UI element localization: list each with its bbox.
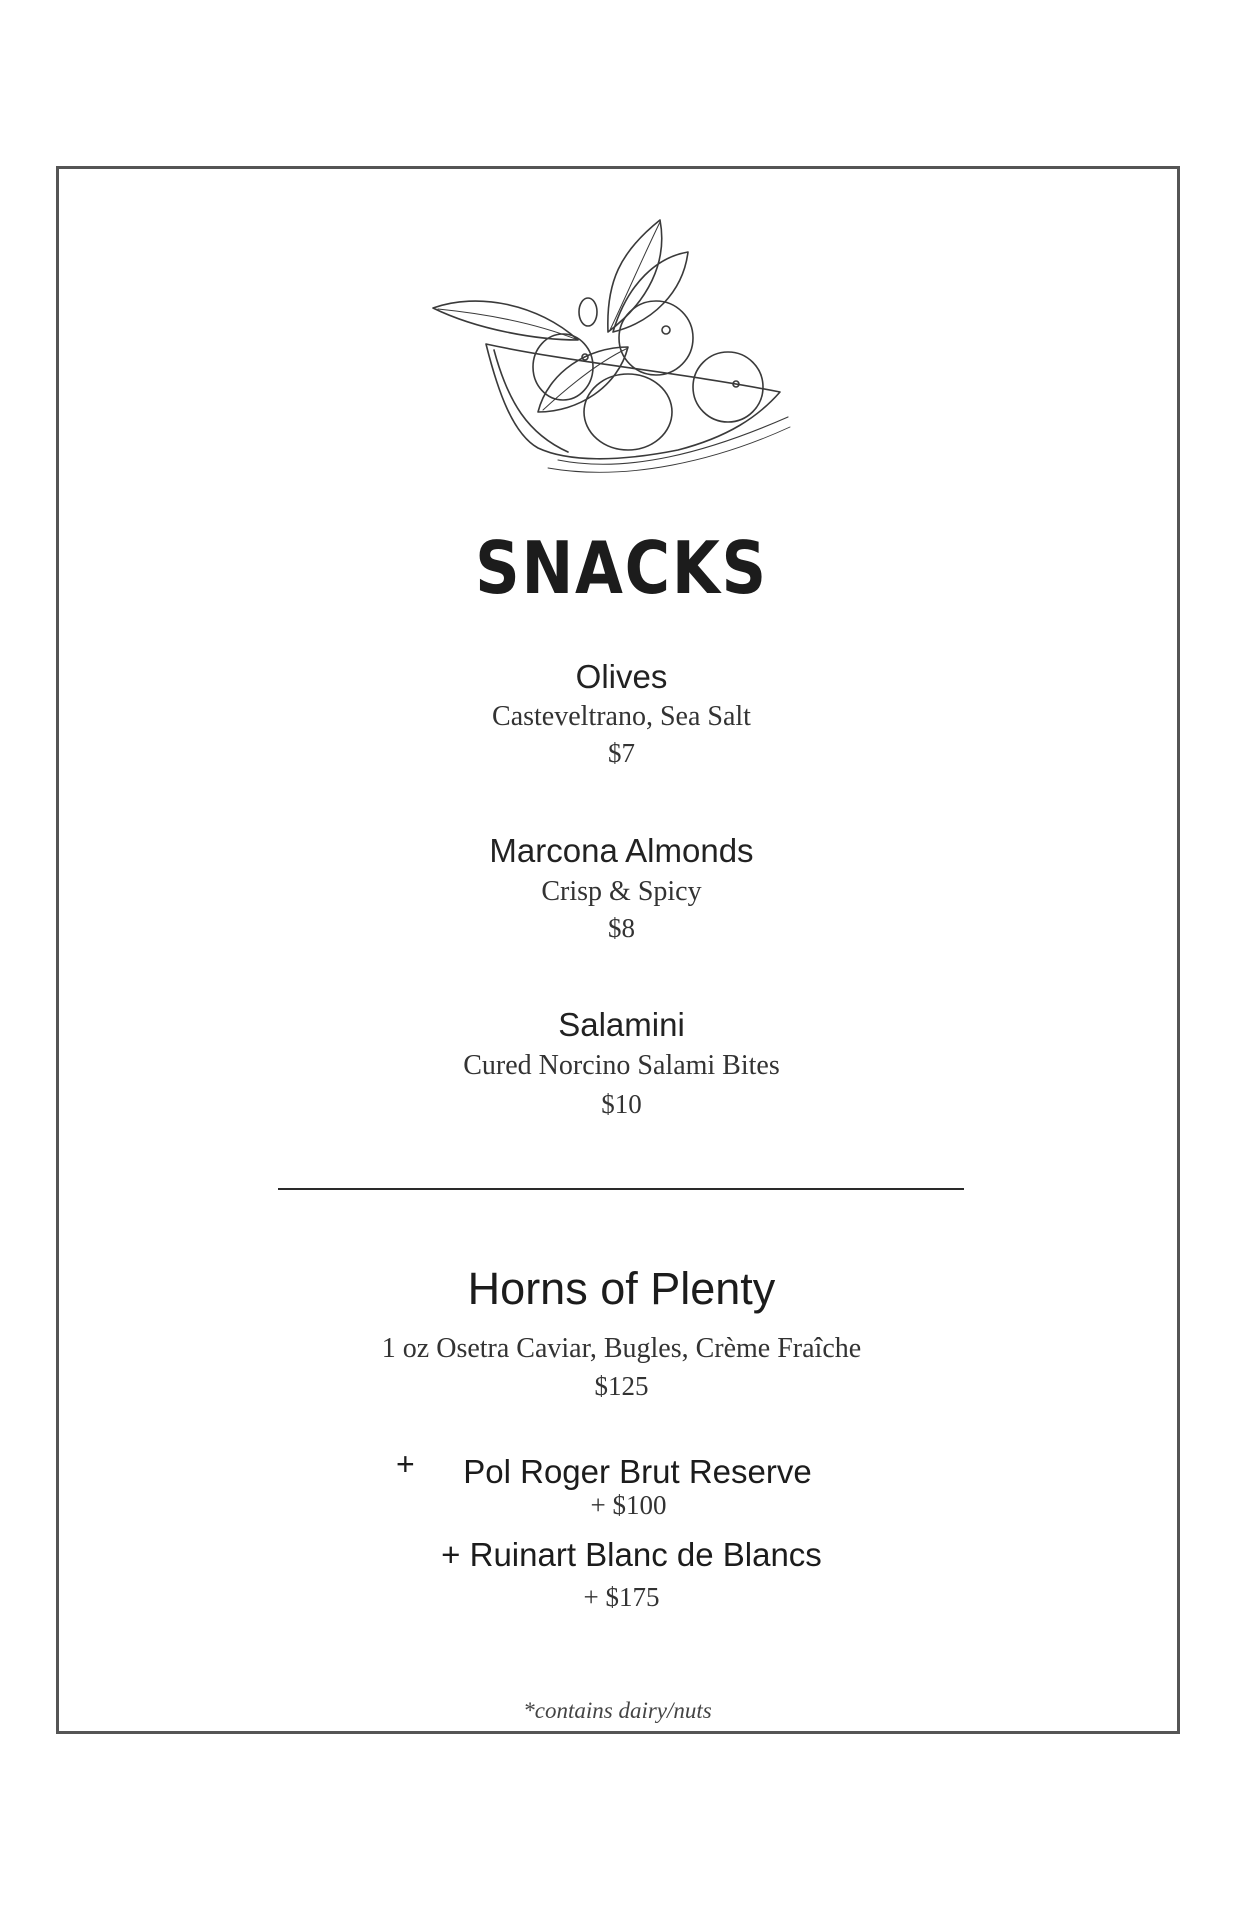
olive-bowl-illustration (428, 212, 798, 492)
item-description-salamini: Cured Norcino Salami Bites (463, 1050, 780, 1081)
item-price-marcona-almonds: $8 (608, 913, 635, 943)
item-name-salamini: Salamini (558, 1006, 685, 1043)
addon-name-pol-roger: Pol Roger Brut Reserve (463, 1453, 812, 1490)
item-description-marcona-almonds: Crisp & Spicy (541, 876, 702, 907)
section-divider (278, 1188, 964, 1190)
item-price-olives: $7 (608, 738, 635, 768)
addon-price-pol-roger: + $100 (590, 1490, 667, 1520)
item-description-olives: Casteveltrano, Sea Salt (492, 701, 751, 732)
allergen-footnote: *contains dairy/nuts (523, 1698, 712, 1723)
item-price-salamini: $10 (601, 1089, 642, 1119)
addon-name-ruinart: + Ruinart Blanc de Blancs (441, 1536, 822, 1573)
feature-price: $125 (594, 1371, 649, 1401)
feature-description: 1 oz Osetra Caviar, Bugles, Crème Fraîche (381, 1333, 862, 1364)
addon-price-ruinart: + $175 (583, 1582, 660, 1612)
feature-title: Horns of Plenty (467, 1263, 776, 1314)
item-name-olives: Olives (575, 658, 668, 695)
section-title: SNACKS (475, 526, 768, 610)
addon-plus-sign: + (396, 1446, 415, 1482)
item-name-marcona-almonds: Marcona Almonds (489, 832, 754, 869)
